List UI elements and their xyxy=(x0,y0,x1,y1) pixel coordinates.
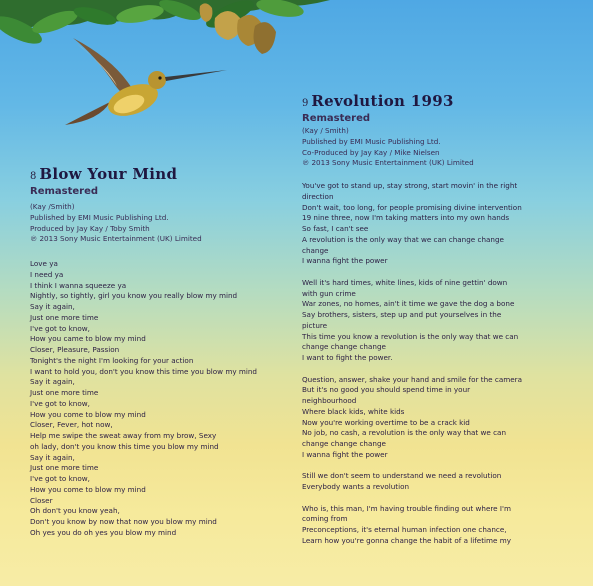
lyric-line: Just one more time xyxy=(30,463,99,473)
lyric-line: Just one more time xyxy=(30,388,99,398)
lyric-line: Now you're working overtime to be a crack kid xyxy=(302,417,470,427)
lyric-line: How you come to blow my mind xyxy=(30,409,146,419)
credit-line: (Kay / Smith) xyxy=(302,126,349,135)
lyric-line: Closer, Pleasure, Passion xyxy=(30,345,120,355)
credit-line: Published by EMI Music Publishing Ltd. xyxy=(30,212,169,222)
credit-line: Published by EMI Music Publishing Ltd. xyxy=(302,136,441,146)
song-title-row xyxy=(302,92,582,110)
lyric-line: Say it again, xyxy=(30,302,75,312)
lyric-line: Closer xyxy=(30,495,53,505)
lyric-line: Learn how you're gonna change the habit of a lifetime my xyxy=(302,535,511,545)
song-title-row xyxy=(30,165,305,183)
lyric-line: How you come to blow my mind xyxy=(30,484,146,494)
lyric-line: I want to fight the power. xyxy=(302,353,393,363)
song-revolution-1993 xyxy=(302,92,582,547)
lyric-line: Help me swipe the sweat away from my brow, Sexy xyxy=(30,431,217,441)
lyric-line: picture xyxy=(302,320,328,330)
lyric-line: Who is, this man, I'm having trouble finding out where I'm xyxy=(302,503,511,513)
lyric-line: Nightly, so tightly, girl you know you really blow my mind xyxy=(30,291,238,301)
song-credits xyxy=(30,202,305,245)
song-credits xyxy=(302,126,582,169)
song-lyrics xyxy=(30,259,305,539)
lyric-line: Still we don't seem to understand we need a revolution xyxy=(302,471,502,481)
lyric-line: Say brothers, sisters, step up and put yourselves in the xyxy=(302,310,502,320)
stanza-gap xyxy=(302,267,582,278)
song-blow-your-mind xyxy=(30,165,305,539)
lyric-line: Don't you know by now that now you blow my mind xyxy=(30,517,217,527)
lyric-line: I've got to know, xyxy=(30,474,90,484)
lyric-line: I wanna fight the power xyxy=(302,256,388,266)
lyric-line: Oh don't you know yeah, xyxy=(30,506,120,516)
lyric-line: Where black kids, white kids xyxy=(302,406,405,416)
lyric-line: Preconceptions, it's eternal human infection one chance, xyxy=(302,525,507,535)
lyric-line: Oh yes you do oh yes you blow my mind xyxy=(30,527,177,537)
lyric-line: Tonight's the night I'm looking for your action xyxy=(30,355,194,365)
song-lyrics xyxy=(302,181,582,547)
song-subtitle: Remastered xyxy=(302,113,371,124)
lyric-line: with gun crime xyxy=(302,288,356,298)
lyric-line: change change change xyxy=(302,439,386,449)
song-title: Revolution 1993 xyxy=(311,92,454,110)
lyric-line: War zones, no homes, ain't it time we gave the dog a bone xyxy=(302,299,515,309)
lyric-line: coming from xyxy=(302,514,348,524)
lyric-line: No job, no cash, a revolution is the only way that we can xyxy=(302,428,507,438)
track-number: 8 xyxy=(30,171,37,182)
lyric-line: 19 nine three, now I'm taking matters into my own hands xyxy=(302,213,510,223)
lyric-line: oh lady, don't you know this time you blow my mind xyxy=(30,441,219,451)
lyric-line: I've got to know, xyxy=(30,323,90,333)
lyric-line: I think I wanna squeeze ya xyxy=(30,280,127,290)
lyric-line: Say it again, xyxy=(30,377,75,387)
lyric-line: I need ya xyxy=(30,269,64,279)
song-subtitle: Remastered xyxy=(30,186,99,197)
lyric-line: You've got to stand up, stay strong, start movin' in the right xyxy=(302,181,518,191)
lyric-line: Say it again, xyxy=(30,452,75,462)
lyric-line: So fast, I can't see xyxy=(302,224,369,234)
stanza-gap xyxy=(302,493,582,504)
credit-line: ℗ 2013 Sony Music Entertainment (UK) Limited xyxy=(302,158,474,168)
lyric-line: change change change xyxy=(302,342,386,352)
credit-line: Co-Produced by Jay Kay / Mike Nielsen xyxy=(302,147,440,157)
stanza-gap xyxy=(302,461,582,472)
lyric-line: This time you know a revolution is the only way that we can xyxy=(302,331,519,341)
lyric-line: change xyxy=(302,245,329,255)
lyric-line: Closer, Fever, hot now, xyxy=(30,420,113,430)
hummingbird-illustration xyxy=(55,30,230,140)
lyric-line: A revolution is the only way that we can change change xyxy=(302,234,504,244)
lyric-line: But it's no good you should spend time in your xyxy=(302,385,471,395)
credit-line: (Kay /Smith) xyxy=(30,202,75,211)
lyric-line: I wanna fight the power xyxy=(302,449,388,459)
stanza-gap xyxy=(302,364,582,375)
credit-line: ℗ 2013 Sony Music Entertainment (UK) Limited xyxy=(30,234,202,244)
track-number: 9 xyxy=(302,98,309,109)
lyric-line: I want to hold you, don't you know this time you blow my mind xyxy=(30,366,257,376)
credit-line: Produced by Jay Kay / Toby Smith xyxy=(30,223,150,233)
lyric-line: How you came to blow my mind xyxy=(30,334,146,344)
lyric-line: Well it's hard times, white lines, kids of nine gettin' down xyxy=(302,277,508,287)
lyric-line: Just one more time xyxy=(30,312,99,322)
lyric-line: Question, answer, shake your hand and smile for the camera xyxy=(302,374,523,384)
lyric-line: Don't wait, too long, for people promising divine intervention xyxy=(302,202,522,212)
lyric-line: I've got to know, xyxy=(30,398,90,408)
lyric-line: neighbourhood xyxy=(302,396,357,406)
lyric-line: Love ya xyxy=(30,259,58,269)
song-title: Blow Your Mind xyxy=(39,165,178,183)
lyric-line: Everybody wants a revolution xyxy=(302,482,410,492)
lyric-line: direction xyxy=(302,191,334,201)
